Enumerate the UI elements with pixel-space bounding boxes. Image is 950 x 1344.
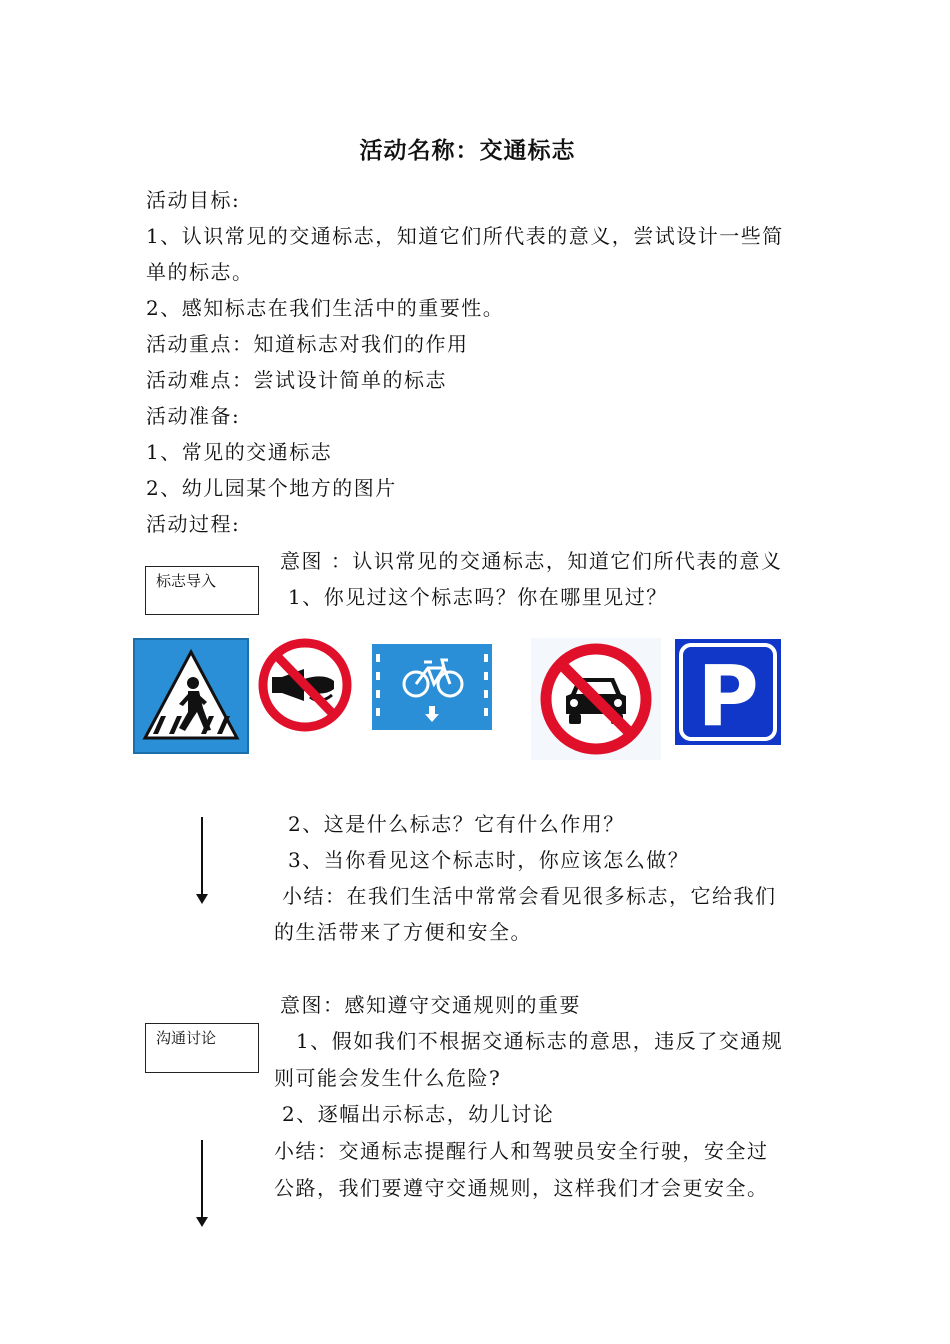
preparation-item-1: 1、常见的交通标志 (146, 440, 333, 464)
section-1-question-2: 2、这是什么标志？它有什么作用？ (288, 812, 625, 836)
preparation-item-2: 2、幼儿园某个地方的图片 (146, 476, 397, 500)
activity-difficulty: 活动难点：尝试设计简单的标志 (146, 368, 447, 392)
section-2-summary-line-1: 小结：交通标志提醒行人和驾驶员安全行驶，安全过 (274, 1139, 769, 1163)
section-1-summary-line-2: 的生活带来了方便和安全。 (274, 920, 532, 944)
section-1-question-1: 1、你见过这个标志吗？你在哪里见过？ (288, 585, 668, 609)
flow-arrow-2 (196, 1140, 208, 1228)
parking-sign-icon (675, 639, 781, 745)
flow-arrow-1 (196, 817, 208, 905)
page-title: 活动名称：交通标志 (359, 138, 576, 164)
bicycle-lane-sign-icon (372, 644, 492, 730)
section-2-question-2: 2、逐幅出示标志，幼儿讨论 (282, 1102, 555, 1126)
section-1-summary-line-1: 小结：在我们生活中常常会看见很多标志，它给我们 (282, 884, 777, 908)
no-motor-vehicles-sign-icon (531, 638, 661, 760)
section-1-box (145, 566, 259, 615)
parking-sign-letter: P (697, 647, 759, 745)
section-1-question-3: 3、当你看见这个标志时，你应该怎么做？ (288, 848, 690, 872)
section-2-intent: 意图：感知遵守交通规则的重要 (280, 993, 581, 1017)
goal-item-1-line-1: 1、认识常见的交通标志，知道它们所代表的意义，尝试设计一些简 (146, 224, 784, 248)
goal-item-1-line-2: 单的标志。 (146, 260, 254, 284)
goals-heading: 活动目标: (146, 188, 241, 212)
section-2-question-1-line-2: 则可能会发生什么危险? (274, 1066, 502, 1090)
section-1-intent: 意图 ：认识常见的交通标志，知道它们所代表的意义 (280, 549, 783, 573)
section-2-box-label: 沟通讨论 (156, 1029, 217, 1047)
activity-focus: 活动重点：知道标志对我们的作用 (146, 332, 469, 356)
preparation-heading: 活动准备: (146, 404, 241, 428)
section-2-summary-line-2: 公路，我们要遵守交通规则，这样我们才会更安全。 (274, 1176, 769, 1200)
pedestrian-crossing-sign-icon (133, 638, 249, 754)
section-1-box-label: 标志导入 (156, 572, 217, 590)
no-honking-sign-icon (258, 633, 352, 737)
section-2-question-1-line-1: 1、假如我们不根据交通标志的意思，违反了交通规 (296, 1029, 784, 1053)
process-heading: 活动过程: (146, 512, 241, 536)
goal-item-2: 2、感知标志在我们生活中的重要性。 (146, 296, 505, 320)
section-2-box (145, 1023, 259, 1073)
